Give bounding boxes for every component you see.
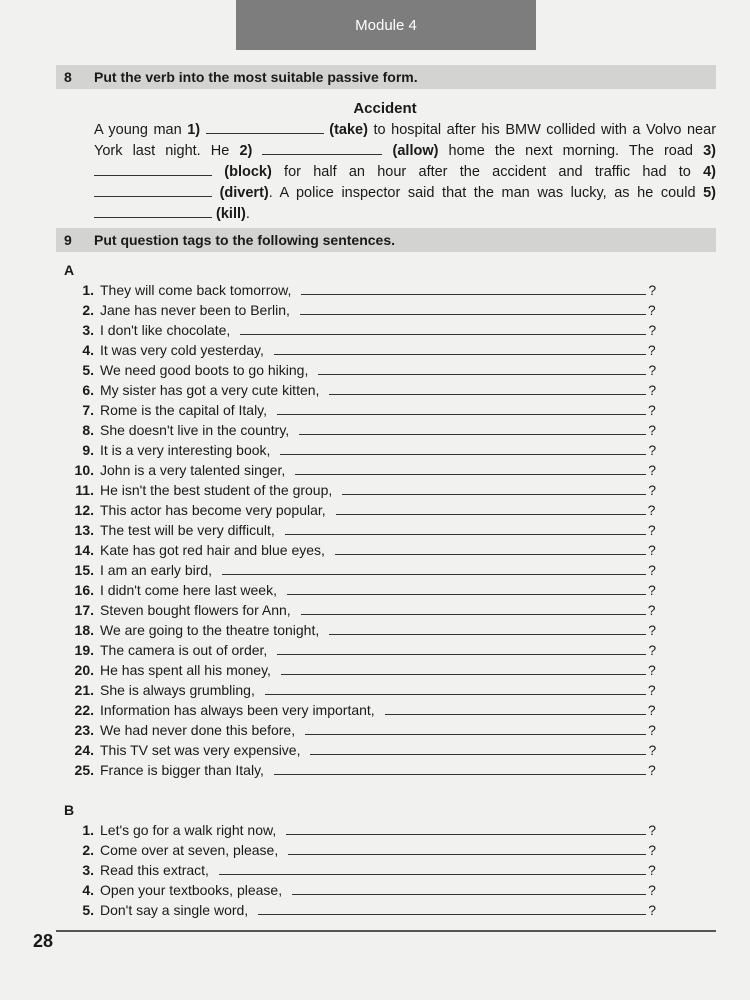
item-sentence: She doesn't live in the country,: [100, 422, 290, 438]
question-item: [56, 320, 660, 340]
answer-line[interactable]: [265, 693, 646, 695]
question-mark: ?: [647, 522, 656, 538]
question-item: [56, 460, 660, 480]
item-number: 1.: [82, 282, 94, 298]
question-item: [56, 400, 660, 420]
question-mark: ?: [648, 562, 656, 578]
question-item: [56, 600, 660, 620]
question-item: [56, 280, 660, 300]
story-title: Accident: [353, 100, 417, 117]
question-mark: ?: [647, 342, 656, 358]
story-fragment: to hospital after his BMW collided with a Volvo near York last night. He: [94, 122, 717, 159]
item-sentence: It is a very interesting book,: [100, 442, 271, 458]
verb-prompt: (kill): [216, 206, 246, 222]
question-item: [56, 840, 660, 860]
answer-line[interactable]: [258, 913, 646, 915]
item-sentence: I don't like chocolate,: [100, 322, 231, 338]
question-item: [56, 880, 660, 900]
answer-line[interactable]: [318, 373, 646, 375]
item-number: 1.: [82, 822, 94, 838]
item-number: 16.: [74, 582, 94, 598]
question-mark: ?: [648, 822, 657, 838]
answer-blank[interactable]: [94, 182, 212, 197]
question-item: [56, 520, 660, 540]
question-item: [56, 420, 660, 440]
item-number: 22.: [74, 702, 94, 718]
question-mark: ?: [647, 602, 656, 618]
answer-line[interactable]: [281, 673, 646, 675]
question-mark: ?: [648, 402, 656, 418]
answer-line[interactable]: [288, 853, 646, 855]
answer-line[interactable]: [299, 433, 646, 435]
question-item: [56, 580, 660, 600]
story-fragment: . A police inspector said that the man was lucky, as he could: [268, 185, 704, 201]
item-sentence: This actor has become very popular,: [100, 502, 326, 518]
gap-number: 2): [239, 143, 253, 159]
answer-line[interactable]: [301, 293, 646, 295]
exercise-8-header: [56, 65, 716, 89]
item-number: 10.: [74, 462, 94, 478]
item-number: 15.: [74, 562, 94, 578]
question-mark: ?: [647, 542, 656, 558]
item-number: 18.: [74, 622, 94, 638]
item-sentence: He isn't the best student of the group,: [100, 482, 333, 498]
question-mark: ?: [648, 742, 657, 758]
question-mark: ?: [648, 442, 657, 458]
question-mark: ?: [648, 322, 657, 338]
verb-prompt: (divert): [219, 185, 269, 201]
answer-line[interactable]: [336, 513, 646, 515]
answer-line[interactable]: [385, 713, 646, 715]
question-item: [56, 720, 660, 740]
answer-line[interactable]: [280, 453, 646, 455]
verb-prompt: (allow): [392, 143, 439, 159]
question-item: [56, 620, 660, 640]
answer-line[interactable]: [274, 353, 646, 355]
item-number: 5.: [82, 902, 94, 918]
question-mark: ?: [647, 502, 656, 518]
question-mark: ?: [647, 862, 656, 878]
question-item: [56, 760, 660, 780]
item-number: 2.: [82, 302, 94, 318]
answer-blank[interactable]: [206, 119, 324, 134]
item-sentence: Rome is the capital of Italy,: [100, 402, 268, 418]
question-mark: ?: [648, 382, 657, 398]
answer-line[interactable]: [287, 593, 646, 595]
question-item: [56, 660, 660, 680]
story-text: [94, 119, 716, 224]
question-mark: ?: [647, 762, 656, 778]
question-item: [56, 380, 660, 400]
story-fragment: .: [245, 206, 250, 222]
question-mark: ?: [647, 582, 656, 598]
item-number: 14.: [74, 542, 94, 558]
item-sentence: It was very cold yesterday,: [100, 342, 264, 358]
answer-line[interactable]: [295, 473, 646, 475]
answer-line[interactable]: [240, 333, 646, 335]
answer-line[interactable]: [310, 753, 646, 755]
question-item: [56, 480, 660, 500]
item-number: 8.: [82, 422, 94, 438]
item-number: 5.: [82, 362, 94, 378]
answer-line[interactable]: [219, 873, 646, 875]
answer-line[interactable]: [222, 573, 646, 575]
question-item: [56, 340, 660, 360]
answer-blank[interactable]: [94, 161, 212, 176]
item-number: 19.: [74, 642, 94, 658]
part-a-label: A: [64, 262, 75, 278]
item-number: 6.: [82, 382, 94, 398]
item-sentence: She is always grumbling,: [100, 682, 255, 698]
question-item: [56, 360, 660, 380]
question-mark: ?: [647, 682, 656, 698]
item-sentence: We had never done this before,: [100, 722, 296, 738]
question-item: [56, 700, 660, 720]
gap-number: 3): [703, 143, 716, 159]
answer-line[interactable]: [277, 413, 646, 415]
item-sentence: The camera is out of order,: [100, 642, 268, 658]
item-sentence: Steven bought flowers for Ann,: [100, 602, 291, 618]
answer-line[interactable]: [286, 833, 646, 835]
item-sentence: Let's go for a walk right now,: [100, 822, 277, 838]
item-sentence: We need good boots to go hiking,: [100, 362, 309, 378]
question-mark: ?: [648, 642, 657, 658]
question-mark: ?: [648, 482, 657, 498]
question-item: [56, 740, 660, 760]
answer-line[interactable]: [285, 533, 646, 535]
exercise-9-number: 9: [64, 232, 72, 248]
question-item: [56, 900, 660, 920]
question-item: [56, 300, 660, 320]
item-number: 20.: [74, 662, 94, 678]
item-number: 3.: [82, 322, 94, 338]
answer-line[interactable]: [305, 733, 646, 735]
item-number: 4.: [82, 882, 94, 898]
item-sentence: This TV set was very expensive,: [100, 742, 301, 758]
item-number: 7.: [82, 402, 94, 418]
question-mark: ?: [648, 722, 656, 738]
question-item: [56, 500, 660, 520]
question-item: [56, 860, 660, 880]
answer-line[interactable]: [329, 633, 646, 635]
item-sentence: Come over at seven, please,: [100, 842, 279, 858]
exercise-8-instruction: Put the verb into the most suitable passive form.: [94, 69, 418, 85]
item-number: 21.: [74, 682, 94, 698]
question-mark: ?: [648, 902, 656, 918]
item-number: 11.: [75, 482, 94, 498]
item-number: 12.: [74, 502, 94, 518]
story-fragment: A young man: [94, 122, 188, 138]
answer-line[interactable]: [342, 493, 646, 495]
answer-line[interactable]: [277, 653, 646, 655]
question-item: [56, 680, 660, 700]
item-sentence: Read this extract,: [100, 862, 209, 878]
item-sentence: I didn't come here last week,: [100, 582, 277, 598]
item-sentence: John is a very talented singer,: [100, 462, 286, 478]
gap-number: 1): [187, 122, 201, 138]
answer-blank[interactable]: [94, 203, 212, 218]
verb-prompt: (block): [224, 164, 272, 180]
item-number: 2.: [82, 842, 94, 858]
answer-line[interactable]: [274, 773, 646, 775]
question-item: [56, 560, 660, 580]
answer-blank[interactable]: [262, 140, 382, 155]
item-sentence: He has spent all his money,: [100, 662, 271, 678]
item-number: 17.: [74, 602, 94, 618]
question-mark: ?: [648, 362, 657, 378]
item-sentence: Open your textbooks, please,: [100, 882, 283, 898]
question-mark: ?: [648, 462, 657, 478]
item-number: 4.: [82, 342, 94, 358]
answer-line[interactable]: [292, 893, 646, 895]
item-sentence: Jane has never been to Berlin,: [100, 302, 290, 318]
item-number: 24.: [74, 742, 94, 758]
question-mark: ?: [647, 662, 656, 678]
answer-line[interactable]: [301, 613, 646, 615]
question-mark: ?: [647, 302, 656, 318]
exercise-9-header: [56, 228, 716, 252]
verb-prompt: (take): [329, 122, 368, 138]
item-number: 25.: [74, 762, 94, 778]
item-sentence: We are going to the theatre tonight,: [100, 622, 320, 638]
answer-line[interactable]: [300, 313, 646, 315]
item-sentence: Information has always been very important,: [100, 702, 375, 718]
gap-number: 4): [703, 164, 717, 180]
item-sentence: They will come back tomorrow,: [100, 282, 292, 298]
story-fragment: for half an hour after the accident and traffic had to: [271, 164, 704, 180]
module-header: [236, 0, 536, 50]
item-sentence: Kate has got red hair and blue eyes,: [100, 542, 325, 558]
exercise-9-instruction: Put question tags to the following sentences.: [94, 232, 396, 248]
question-item: [56, 820, 660, 840]
item-number: 23.: [74, 722, 94, 738]
question-mark: ?: [648, 422, 656, 438]
item-number: 3.: [82, 862, 94, 878]
question-mark: ?: [648, 622, 657, 638]
item-sentence: My sister has got a very cute kitten,: [100, 382, 320, 398]
question-mark: ?: [648, 842, 657, 858]
item-sentence: France is bigger than Italy,: [100, 762, 264, 778]
question-item: [56, 640, 660, 660]
part-b-label: B: [64, 802, 75, 818]
module-title: Module 4: [355, 16, 417, 34]
question-mark: ?: [648, 882, 656, 898]
question-item: [56, 440, 660, 460]
gap-number: 5): [703, 185, 716, 201]
item-number: 13.: [74, 522, 94, 538]
item-number: 9.: [82, 442, 94, 458]
question-item: [56, 540, 660, 560]
item-sentence: Don't say a single word,: [100, 902, 249, 918]
answer-line[interactable]: [329, 393, 646, 395]
footer-divider: [56, 930, 716, 932]
answer-line[interactable]: [335, 553, 646, 555]
story-fragment: home the next morning. The road: [438, 143, 704, 159]
question-mark: ?: [648, 282, 657, 298]
question-mark: ?: [647, 702, 656, 718]
exercise-8-number: 8: [64, 69, 72, 85]
item-sentence: The test will be very difficult,: [100, 522, 275, 538]
page-number: 28: [33, 931, 54, 951]
item-sentence: I am an early bird,: [100, 562, 213, 578]
